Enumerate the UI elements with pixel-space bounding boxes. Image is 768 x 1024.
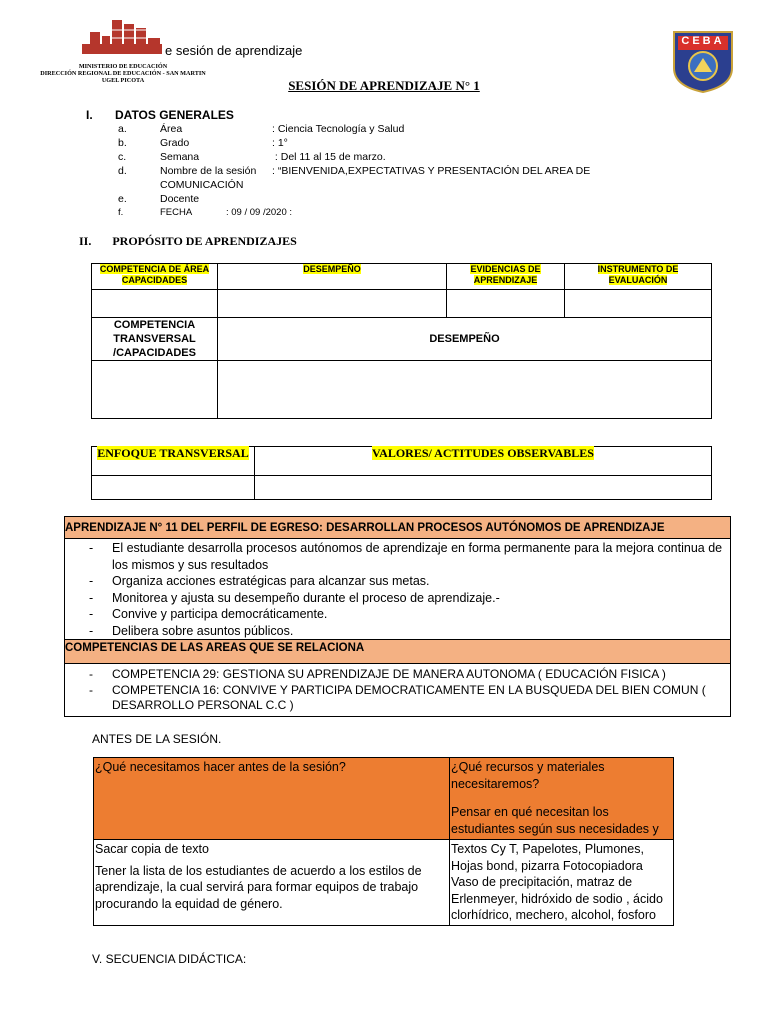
table-cell	[255, 476, 712, 500]
table-cell	[218, 361, 712, 419]
row-key: Semana	[160, 151, 200, 163]
proposito-table	[91, 263, 712, 419]
datos-row	[118, 151, 386, 163]
cell-text: Tener la lista de los estudiantes de acuerdo a los estilos de aprendizaje, la cual servirá para formar equipos de trabajo procurando la equidad de género.	[95, 863, 422, 911]
row-value: : Ciencia Tecnología y Salud	[272, 123, 405, 135]
header-cell-text: INSTRUMENTO DE EVALUACIÓN	[597, 264, 679, 285]
row-key: Área	[160, 123, 183, 135]
row-letter: f.	[118, 207, 124, 218]
row-letter: b.	[118, 137, 127, 149]
row-key: COMUNICACIÓN	[160, 179, 244, 191]
antes-table	[93, 757, 674, 926]
transversal-label: COMPETENCIA TRANSVERSAL /CAPACIDADES	[92, 318, 218, 361]
list-item: - Convive y participa democráticamente.	[89, 607, 328, 621]
aprendizaje-list	[65, 539, 731, 640]
header-cell-text: ¿Qué recursos y materiales necesitaremos?	[451, 760, 605, 791]
list-item-text: Monitorea y ajusta su desempeño durante el proceso de aprendizaje.-	[112, 590, 500, 605]
antes-label: ANTES DE LA SESIÓN.	[92, 732, 222, 746]
aprendizaje-table	[64, 516, 731, 717]
datos-heading-num: I.	[86, 108, 93, 122]
enfoque-col	[92, 447, 255, 476]
competencias-list	[65, 664, 731, 717]
table-cell	[92, 476, 255, 500]
ministerio-logo-icon	[82, 18, 162, 60]
list-item: - Organiza acciones estratégicas para alcanzar sus metas.	[89, 574, 430, 588]
list-item-text: COMPETENCIA 29: GESTIONA SU APRENDIZAJE DE MANERA AUTONOMA ( EDUCACIÓN FISICA )	[112, 667, 666, 681]
transversal-desempeno: DESEMPEÑO	[218, 318, 712, 361]
list-item: - COMPETENCIA 16: CONVIVE Y PARTICIPA DEMOCRATICAMENTE EN LA BUSQUEDA DEL BIEN COMUN ( DESARROLLO PERSONAL C.C )	[89, 682, 706, 712]
datos-heading-text: DATOS GENERALES	[115, 108, 234, 122]
col-desempeno	[218, 264, 447, 290]
row-value: : 1°	[272, 137, 288, 149]
header-cell-text: EVIDENCIAS DE APRENDIZAJE	[470, 264, 541, 285]
crest-text: CEBA	[681, 35, 725, 47]
list-item-text: COMPETENCIA 16: CONVIVE Y PARTICIPA DEMOCRATICAMENTE EN LA BUSQUEDA DEL BIEN COMUN ( DESARROLLO PERSONAL C.C )	[112, 682, 706, 712]
datos-row	[118, 207, 292, 218]
datos-row	[118, 179, 272, 191]
competencias-heading: COMPETENCIAS DE LAS AREAS QUE SE RELACIONA	[65, 640, 731, 664]
header-cell-text: ENFOQUE TRANSVERSAL	[97, 446, 249, 460]
list-item-text: Delibera sobre asuntos públicos.	[112, 623, 294, 638]
antes-a2	[450, 840, 674, 926]
table-cell	[218, 290, 447, 318]
list-item: - COMPETENCIA 29: GESTIONA SU APRENDIZAJE DE MANERA AUTONOMA ( EDUCACIÓN FISICA )	[89, 667, 666, 681]
row-value: : Del 11 al 15 de marzo.	[272, 151, 386, 163]
antes-q1	[94, 758, 450, 840]
header-cell-text: COMPETENCIA DE ÁREA CAPACIDADES	[99, 264, 210, 285]
cell-text: Sacar copia de texto	[95, 842, 209, 856]
row-letter: d.	[118, 165, 127, 177]
table-cell	[92, 361, 218, 419]
aprendizaje-heading: APRENDIZAJE N° 11 DEL PERFIL DE EGRESO: DESARROLLAN PROCESOS AUTÓNOMOS DE APRENDIZAJE	[65, 517, 731, 539]
list-item: - Delibera sobre asuntos públicos.	[89, 623, 294, 638]
header-cell-text: Pensar en qué necesitan los estudiantes según sus necesidades y	[451, 805, 659, 836]
table-cell	[565, 290, 712, 318]
ministry-line: MINISTERIO DE EDUCACIÓN	[78, 63, 168, 70]
row-key: Nombre de la sesión	[160, 165, 257, 177]
antes-a1	[94, 840, 450, 926]
ministry-line: DIRECCIÓN REGIONAL DE EDUCACIÓN - SAN MARTIN	[40, 70, 206, 77]
row-value: : “BIENVENIDA,EXPECTATIVAS Y PRESENTACIÓN DEL AREA DE	[272, 165, 591, 177]
table-cell	[92, 290, 218, 318]
cell-text: Textos Cy T, Papelotes, Plumones, Hojas bond, pizarra Fotocopiadora Vaso de precipitación, matraz de Erlenmeyer, hidróxido de sodio , ácido clorhídrico, mechero, alcohol, fosforo	[451, 842, 663, 922]
ministry-line: UGEL PICOTA	[101, 77, 145, 84]
datos-row	[118, 165, 590, 177]
col-competencia-area	[92, 264, 218, 290]
session-title: SESIÓN DE APRENDIZAJE N° 1	[288, 78, 480, 93]
header-cell-text: DESEMPEÑO	[303, 264, 361, 274]
secuencia-heading: V. SECUENCIA DIDÁCTICA:	[92, 952, 247, 966]
header-cell-text: ¿Qué necesitamos hacer antes de la sesión?	[95, 760, 346, 774]
antes-q2	[450, 758, 674, 840]
table-cell	[447, 290, 565, 318]
datos-heading	[86, 108, 234, 122]
row-key: Docente	[160, 193, 200, 205]
row-key: Grado	[160, 137, 190, 149]
datos-row	[118, 123, 404, 135]
list-item: - El estudiante desarrolla procesos autónomos de aprendizaje en forma permanente para la mejora continua de los mismos y sus resultados	[89, 541, 723, 572]
proposito-heading: II. PROPÓSITO DE APRENDIZAJES	[79, 234, 297, 248]
enfoque-table	[91, 446, 712, 500]
list-item-text: El estudiante desarrolla procesos autónomos de aprendizaje en forma permanente para la mejora continua de los mismos y sus resultados	[112, 541, 723, 572]
row-letter: a.	[118, 123, 127, 135]
list-item-text: Convive y participa democráticamente.	[112, 607, 328, 621]
header-cell-text: VALORES/ ACTITUDES OBSERVABLES	[372, 446, 594, 460]
header-title-line: e sesión de aprendizaje	[165, 43, 303, 58]
col-instrumento	[565, 264, 712, 290]
row-letter: c.	[118, 151, 127, 163]
list-item-text: Organiza acciones estratégicas para alcanzar sus metas.	[112, 574, 430, 588]
col-evidencias	[447, 264, 565, 290]
list-item: - Monitorea y ajusta su desempeño durante el proceso de aprendizaje.-	[89, 590, 500, 605]
row-value: : 09 / 09 /2020 :	[226, 207, 293, 218]
row-letter: e.	[118, 193, 127, 205]
valores-col	[255, 447, 712, 476]
datos-row	[118, 193, 272, 205]
datos-row	[118, 137, 288, 149]
row-key: FECHA	[160, 207, 193, 218]
